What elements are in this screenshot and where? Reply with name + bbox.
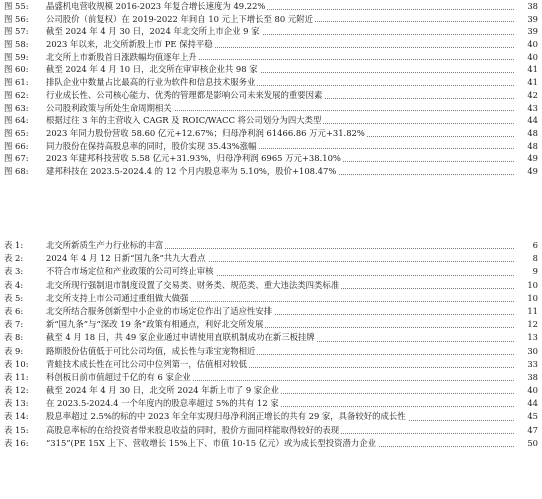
page-number: 45 — [527, 411, 538, 422]
item-title: 北交所结合服务创新型中小企业的市场定位作出了适应性安排 — [46, 305, 273, 316]
list-item[interactable] — [0, 127, 542, 140]
item-label: 表 9: — [4, 345, 24, 356]
item-label: 表 5: — [4, 292, 24, 303]
item-title: 在 2023.5-2024.4 一个年度内的股息率超过 5%的共有 12 家 — [46, 398, 279, 409]
page-number: 39 — [527, 13, 538, 24]
item-label: 表 15: — [4, 424, 29, 435]
item-title: 2023 年以来，北交所新股上市 PE 保持平稳 — [46, 39, 213, 50]
item-label: 表 11: — [4, 371, 29, 382]
page-number: 48 — [527, 140, 538, 151]
page-number: 6 — [532, 240, 538, 250]
item-label: 图 57: — [4, 26, 29, 37]
item-title: 2023 年建邦科技营收 5.58 亿元+31.93%，归母净利润 6965 万元+38.10% — [46, 153, 341, 164]
table-list — [0, 239, 542, 450]
page-number: 30 — [527, 345, 538, 356]
item-label: 表 1: — [4, 240, 24, 250]
item-label: 图 58: — [4, 39, 29, 50]
item-label: 图 65: — [4, 127, 29, 138]
list-item[interactable] — [0, 102, 542, 115]
item-label: 表 12: — [4, 385, 29, 396]
list-item[interactable] — [0, 410, 542, 423]
list-item[interactable] — [0, 51, 542, 64]
list-item[interactable] — [0, 345, 542, 358]
item-title: 公司股利政策与所处生命周期相关 — [46, 102, 172, 113]
item-label: 表 16: — [4, 437, 29, 448]
list-item[interactable] — [0, 152, 542, 165]
list-item[interactable] — [0, 76, 542, 89]
item-title: 股息率超过 2.5%的标的中 2023 年全年实现归母净利润正增长的共有 29 家，具备较好的成长性 — [46, 411, 406, 422]
item-title: 北交所上市新股首日涨跌幅均值逐年上升 — [46, 51, 197, 62]
item-title: 北交所新质生产力行业标的丰富 — [46, 240, 164, 250]
page-number: 40 — [527, 385, 538, 396]
page-number: 11 — [527, 305, 538, 316]
page-number: 38 — [527, 1, 538, 11]
page-number: 40 — [527, 51, 538, 62]
item-title: 公司股价（前复权）在 2019-2022 年间自 10 元上下增长至 80 元附近 — [46, 13, 313, 24]
item-title: 根据过往 3 年的主营收入 CAGR 及 ROIC/WACC 将公司划分为四大类型 — [46, 115, 322, 126]
item-title: 青蛙技术成长性在可比公司中位列第一，估值相对较低 — [46, 358, 247, 369]
item-label: 图 59: — [4, 51, 29, 62]
item-title: 科创板日前市值超过千亿的有 6 家企业 — [46, 371, 191, 382]
item-title: 截至 2024 年 4 月 10 日，北交所在审审核企业共 98 家 — [46, 64, 258, 75]
item-title: 北交所支持上市公司通过重组做大做强 — [46, 292, 189, 303]
item-label: 表 8: — [4, 332, 24, 343]
item-label: 图 67: — [4, 153, 29, 164]
list-item[interactable] — [0, 25, 542, 38]
page-number: 41 — [527, 77, 538, 88]
item-label: 表 7: — [4, 319, 24, 330]
page-number: 13 — [527, 332, 538, 343]
list-item[interactable] — [0, 371, 542, 384]
list-item[interactable] — [0, 331, 542, 344]
item-title: 截至 2024 年 4 月 30 日，2024 年北交所上市企业 9 家 — [46, 26, 260, 37]
list-item[interactable] — [0, 358, 542, 371]
page-number: 10 — [527, 292, 538, 303]
item-title: 建邦科技在 2023.5-2024.4 的 12 个月内股息率为 5.10%，股价+108.47% — [46, 165, 337, 176]
page-number: 40 — [527, 39, 538, 50]
page-number: 44 — [527, 115, 538, 126]
item-label: 图 63: — [4, 102, 29, 113]
page-number: 49 — [527, 165, 538, 176]
item-label: 表 6: — [4, 305, 24, 316]
page-number: 10 — [527, 279, 538, 290]
item-title: 路斯股份估值低于可比公司均值，成长性与乖宝宠物相近 — [46, 345, 256, 356]
list-item[interactable] — [0, 165, 542, 178]
item-label: 图 62: — [4, 89, 29, 100]
item-title: 晶盛机电营收规模 2016-2023 年复合增长速度为 49.22% — [46, 1, 266, 11]
item-label: 表 2: — [4, 253, 24, 264]
list-item[interactable] — [0, 252, 542, 265]
page-number: 47 — [527, 424, 538, 435]
page-number: 8 — [532, 253, 538, 264]
item-label: 表 14: — [4, 411, 29, 422]
list-item[interactable] — [0, 140, 542, 153]
item-title: 不符合市场定位和产业政策的公司可终止审核 — [46, 266, 214, 277]
item-title: 北交所现行强制退市制度设置了交易类、财务类、规范类、重大违法类四类标准 — [46, 279, 340, 290]
list-item[interactable] — [0, 384, 542, 397]
item-label: 表 4: — [4, 279, 24, 290]
item-title: 截至 2024 年 4 月 30 日，北交所 2024 年新上市了 9 家企业 — [46, 385, 279, 396]
page-number: 42 — [527, 89, 538, 100]
item-label: 图 61: — [4, 77, 29, 88]
page-number: 33 — [527, 358, 538, 369]
list-item[interactable] — [0, 318, 542, 331]
item-title: 高股息率标的在给投资者带来股息收益的同时，股价方面同样能取得较好的表现 — [46, 424, 340, 435]
item-title: 新“国九条”与“深改 19 条”政策有相通点，利好北交所发展 — [46, 319, 264, 330]
page-number: 39 — [527, 26, 538, 37]
page-number: 44 — [527, 398, 538, 409]
page-number: 41 — [527, 64, 538, 75]
list-item[interactable] — [0, 13, 542, 26]
list-item[interactable] — [0, 437, 542, 450]
list-item[interactable] — [0, 424, 542, 437]
page-number: 43 — [527, 102, 538, 113]
item-label: 表 10: — [4, 358, 29, 369]
item-label: 图 68: — [4, 165, 29, 176]
list-item[interactable] — [0, 265, 542, 278]
item-label: 图 66: — [4, 140, 29, 151]
item-title: “315”(PE 15X 上下、营收增长 15%上下、市值 10-15 亿元）或为成长型投资潜力企业 — [46, 437, 377, 448]
list-item[interactable] — [0, 292, 542, 305]
list-item[interactable] — [0, 63, 542, 76]
item-label: 表 13: — [4, 398, 29, 409]
item-label: 图 64: — [4, 115, 29, 126]
list-item[interactable] — [0, 397, 542, 410]
page-number: 49 — [527, 153, 538, 164]
page-number: 48 — [527, 127, 538, 138]
item-label: 图 55: — [4, 1, 29, 11]
item-label: 图 60: — [4, 64, 29, 75]
list-item[interactable] — [0, 114, 542, 127]
item-title: 排队企业中数量占比最高的行业为软件和信息技术服务业 — [46, 77, 256, 88]
list-item[interactable] — [0, 279, 542, 292]
page-number: 9 — [532, 266, 538, 277]
item-title: 行业成长性、公司核心能力、优秀的管理都是影响公司未来发展的重要因素 — [46, 89, 323, 100]
item-label: 图 56: — [4, 13, 29, 24]
list-item[interactable] — [0, 0, 542, 13]
list-item[interactable] — [0, 38, 542, 51]
item-label: 表 3: — [4, 266, 24, 277]
item-title: 截至 4 月 18 日，共 49 家企业通过申请使用直联机制成功在新三板挂牌 — [46, 332, 315, 343]
item-title: 2023 年同力股份营收 58.60 亿元+12.67%；归母净利润 61466.86 万元+31.82% — [46, 127, 365, 138]
page-number: 50 — [527, 437, 538, 448]
figure-list — [0, 0, 542, 178]
page-number: 38 — [527, 371, 538, 382]
item-title: 同力股份在保持高股息率的同时，股价实现 35.43%涨幅 — [46, 140, 257, 151]
list-item[interactable] — [0, 239, 542, 252]
list-item[interactable] — [0, 305, 542, 318]
list-item[interactable] — [0, 89, 542, 102]
page-number: 12 — [527, 319, 538, 330]
item-title: 2024 年 4 月 12 日新“国九条”共九大看点 — [46, 253, 206, 264]
